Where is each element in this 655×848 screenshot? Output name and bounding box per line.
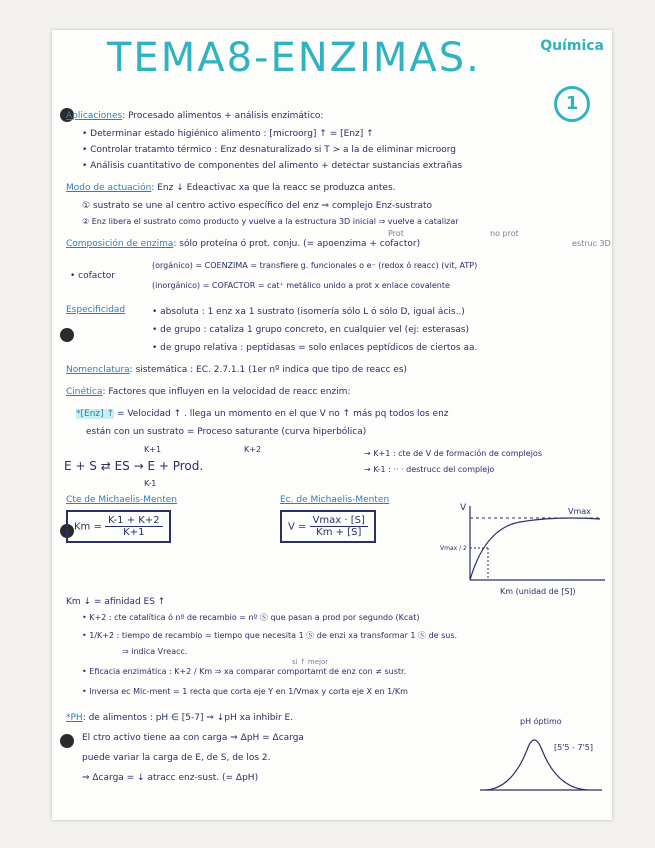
km1-label: K-1	[144, 479, 157, 488]
afinidad-line: Km ↓ = afinidad ES ↑	[66, 597, 166, 607]
reaction-scheme	[64, 440, 364, 490]
binder-hole	[60, 734, 74, 748]
ph-line-3: puede variar la carga de E, de S, de los 2.	[82, 753, 271, 763]
km-fraction	[105, 515, 163, 538]
nomenclatura-line	[66, 364, 407, 376]
cofactor-inorganico: (inorgánico) = COFACTOR = cat⁺ metálico unido a prot x enlace covalente	[152, 281, 450, 290]
ph-optimum-range: [5'5 - 7'5]	[554, 743, 593, 752]
v-left: V =	[288, 521, 307, 533]
graph-curve	[470, 518, 600, 580]
eficacia-note: si ↑ mejor	[292, 658, 329, 666]
cinetica-heading: Cinética	[66, 387, 103, 397]
page-title: TEMA8-ENZIMAS.	[107, 35, 481, 81]
composicion-line	[66, 238, 420, 250]
reaction-text: E + S ⇄ ES → E + Prod.	[64, 459, 204, 473]
v-numerator: Vmax · [S]	[310, 515, 368, 527]
aplicaciones-text: : Procesado alimentos + análisis enzimático:	[122, 111, 324, 121]
ph-heading: *PH	[66, 713, 83, 723]
composicion-text: : sólo proteína ó prot. conju. (= apoenzima + cofactor)	[173, 239, 421, 249]
graph-x-label: Km (unidad de [S])	[500, 587, 576, 596]
nomenclatura-heading: Nomenclatura	[66, 365, 130, 375]
k1-label: K+1	[144, 445, 162, 454]
inversa-line: • Inversa ec Mic-ment = 1 recta que corta eje Y en 1/Vmax y corta eje X en 1/Km	[82, 687, 408, 696]
cofactor-label: • cofactor	[70, 271, 115, 281]
modo-step: ② Enz libera el sustrato como producto y vuelve a la estructura 3D inicial ⇒ vuelve a catalizar	[82, 217, 459, 226]
ph-optimum-label: pH óptimo	[520, 717, 562, 726]
enz-text: = Velocidad ↑ . llega un momento en el que V no ↑ más pq todos los enz	[116, 409, 449, 419]
km-left: Km =	[74, 521, 102, 533]
page-number: 1	[554, 86, 590, 122]
enz-text-2: están con un sustrato = Proceso saturante (curva hiperbólica)	[86, 427, 367, 437]
ec-heading: Ec. de Michaelis-Menten	[280, 495, 390, 505]
graph-vmax-label: Vmax	[568, 507, 591, 516]
modo-heading: Modo de actuación	[66, 183, 152, 193]
especificidad-item: • de grupo relativa : peptidasas = solo enlaces peptídicos de ciertos aa.	[152, 343, 478, 353]
ph-line-4: ⇒ Δcarga = ↓ atracc enz-sust. (= ΔpH)	[82, 773, 259, 783]
modo-step: ① sustrato se une al centro activo específico del enz ⇒ complejo Enz-sustrato	[82, 201, 433, 211]
aplicaciones-item: • Determinar estado higiénico alimento : [microorg] ↑ = [Enz] ↑	[82, 129, 374, 139]
noprot-label: no prot	[490, 229, 519, 238]
v-denominator: Km + [S]	[316, 527, 362, 538]
aplicaciones-line	[66, 110, 323, 122]
prot-label: Prot	[388, 229, 404, 238]
km1-description: → K-1 : ·· · destrucc del complejo	[364, 465, 495, 474]
graph-v-label: V	[460, 503, 467, 513]
nomenclatura-text: : sistemática : EC. 2.7.1.1 (1er nº indica que tipo de reacc es)	[129, 365, 408, 375]
k1-description: → K+1 : cte de V de formación de complejos	[364, 449, 542, 458]
afinidad-item: ⇒ indica Vreacc.	[122, 647, 188, 656]
afinidad-item: • K+2 : cte catalítica ó nº de recambio = nº Ⓢ que pasan a prod por segundo (Kcat)	[82, 613, 420, 622]
km-heading: Cte de Michaelis-Menten	[66, 495, 178, 505]
k2-label: K+2	[244, 445, 262, 454]
v-fraction	[310, 515, 368, 538]
cinetica-text: : Factores que influyen en la velocidad de reacc enzim:	[102, 387, 351, 397]
especificidad-item: • de grupo : cataliza 1 grupo concreto, en cualquier vel (ej: esterasas)	[152, 325, 470, 335]
michaelis-graph	[440, 498, 610, 598]
ph-line	[66, 712, 293, 724]
composicion-heading: Composición de enzima	[66, 239, 174, 249]
enz-concentration-line	[76, 408, 449, 420]
notebook-page	[52, 30, 612, 820]
subject-label: Química	[540, 38, 604, 54]
ph-text: : de alimentos : pH ∈ [5-7] ⇒ ↓pH xa inhibir E.	[82, 713, 294, 723]
cinetica-line	[66, 386, 350, 398]
estruc-label: estruc 3D	[572, 239, 611, 248]
aplicaciones-item: • Análisis cuantitativo de componentes del alimento + detectar sustancias extrañas	[82, 161, 463, 171]
aplicaciones-heading: Aplicaciones	[66, 111, 123, 121]
ph-line-2: El ctro activo tiene aa con carga ⇒ ΔpH = Δcarga	[82, 733, 304, 743]
afinidad-item: • 1/K+2 : tiempo de recambio = tiempo que necesita 1 Ⓢ de enzi xa transformar 1 Ⓢ de sus.	[82, 631, 458, 640]
enz-label: *[Enz] ↑	[76, 409, 115, 419]
km-formula-box	[66, 510, 171, 543]
km-numerator: K-1 + K+2	[105, 515, 163, 527]
ph-graph	[472, 710, 607, 800]
modo-text: : Enz ↓ Edeactivac xa que la reacc se produzca antes.	[151, 183, 396, 193]
km-denominator: K+1	[123, 527, 145, 538]
modo-line	[66, 182, 396, 194]
especificidad-heading: Especificidad	[66, 305, 126, 315]
graph-vmax2-label: Vmax / 2	[440, 545, 467, 552]
cofactor-organico: (orgánico) = COENZIMA = transfiere g. funcionales o e⁻ (redox ó reacc) (vit, ATP)	[152, 261, 478, 270]
eficacia-line: • Eficacia enzimática : K+2 / Km ⇒ xa comparar comportamt de enz con ≠ sustr.	[82, 667, 407, 676]
binder-hole	[60, 328, 74, 342]
especificidad-item: • absoluta : 1 enz xa 1 sustrato (isomería sólo L ó sólo D, igual ácis..)	[152, 307, 465, 317]
ec-formula-box	[280, 510, 376, 543]
aplicaciones-item: • Controlar tratamto térmico : Enz desnaturalizado si T > a la de eliminar microorg	[82, 145, 456, 155]
